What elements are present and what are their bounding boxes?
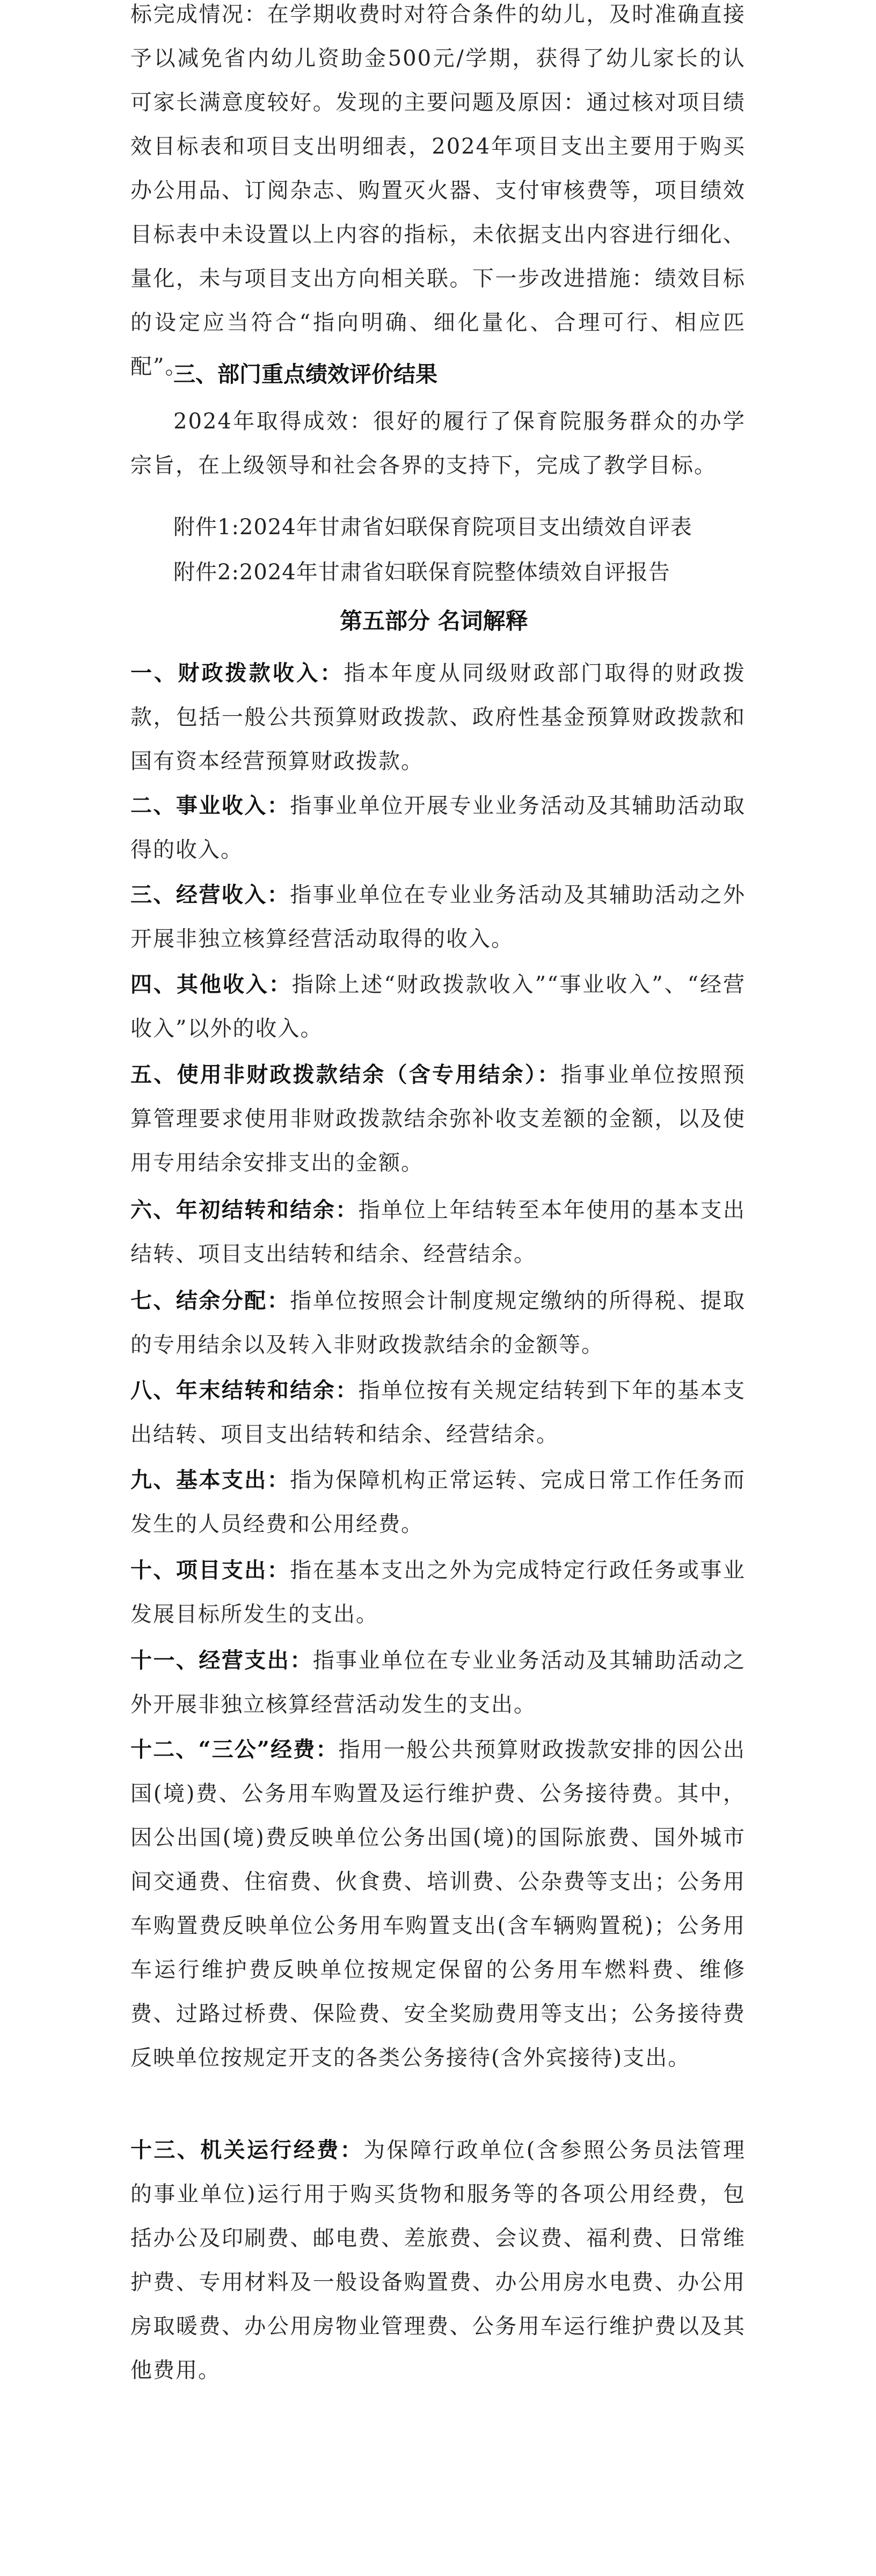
term-4 [130,963,746,1051]
term-desc: 指本年度从同级财政部门取得的财政拨款，包括一般公共预算财政拨款、政府性基金预算财政拨款和国有资本经营预算财政拨款。 [130,661,746,774]
term-label: 四、其他收入： [130,972,292,997]
term-label: 五、使用非财政拨款结余（含专用结余）： [130,1062,561,1087]
intro-paragraph: 标完成情况：在学期收费时对符合条件的幼儿，及时准确直接予以减免省内幼儿资助金500元/学期，获得了幼儿家长的认可家长满意度较好。发现的主要问题及原因：通过核对项目绩效目标表和项目支出明细表，2024年项目支出主要用于购买办公用品、订阅杂志、购置灭火器、支付审核费等，项目绩效目标表中未设置以上内容的指标，未依据支出内容进行细化、量化，未与项目支出方向相关联。下一步改进措施：绩效目标的设定应当符合“指向明确、细化量化、合理可行、相应匹配”。 [130,2,746,379]
term-11 [130,1639,746,1727]
term-desc: 指单位按有关规定结转到下年的基本支出结转、项目支出结转和结余、经营结余。 [130,1378,746,1447]
term-label: 二、事业收入： [130,793,290,818]
term-label: 十二、“三公”经费： [130,1737,339,1762]
term-label: 六、年初结转和结余： [130,1197,359,1222]
section3-paragraph: 2024年取得成效：很好的履行了保育院服务群众的办学宗旨，在上级领导和社会各界的支持下，完成了教学目标。 [130,409,746,478]
section-heading: 三、部门重点绩效评价结果 [173,361,437,387]
term-desc: 指单位按照会计制度规定缴纳的所得税、提取的专用结余以及转入非财政拨款结余的金额等。 [130,1289,746,1357]
term-label: 九、基本支出： [130,1467,290,1493]
term-desc: 指事业单位按照预算管理要求使用非财政拨款结余弥补收支差额的金额，以及使用专用结余安排支出的金额。 [130,1063,746,1175]
term-label: 三、经营收入： [130,882,290,907]
term-8 [130,1369,746,1457]
attachment-1: 附件1:2024年甘肃省妇联保育院项目支出绩效自评表 [173,515,692,540]
section3-paragraph-block [130,399,746,487]
term-label: 十、项目支出： [130,1558,290,1583]
term-5 [130,1053,746,1185]
term-13 [130,2128,746,2392]
term-label: 十三、机关运行经费： [130,2137,363,2163]
term-10 [130,1548,746,1636]
term-desc: 指为保障机构正常运转、完成日常工作任务而发生的人员经费和公用经费。 [130,1468,746,1537]
term-desc: 指用一般公共预算财政拨款安排的因公出国(境)费、公务用车购置及运行维护费、公务接待费。其中，因公出国(境)费反映单位公务出国(境)的国际旅费、国外城市间交通费、住宿费、伙食费、培训费、公杂费等支出；公务用车购置费反映单位公务用车购置支出(含车辆购置税)；公务用车运行维护费反映单位按规定保留的公务用车燃料费、维修费、过路过桥费、保险费、安全奖励费用等支出；公务接待费反映单位按规定开支的各类公务接待(含外宾接待)支出。 [130,1737,746,2070]
term-12 [130,1728,746,2080]
term-desc: 为保障行政单位(含参照公务员法管理的事业单位)运行用于购买货物和服务等的各项公用经费，包括办公及印刷费、邮电费、差旅费、会议费、福利费、日常维护费、专用材料及一般设备购置费、办公用房水电费、办公用房取暖费、办公用房物业管理费、公务用车运行维护费以及其他费用。 [130,2138,746,2383]
term-desc: 指单位上年结转至本年使用的基本支出结转、项目支出结转和结余、经营结余。 [130,1198,746,1267]
term-6 [130,1188,746,1276]
attachment-2: 附件2:2024年甘肃省妇联保育院整体绩效自评报告 [173,560,670,585]
term-label: 一、财政拨款收入： [130,660,344,686]
term-desc: 指事业单位在专业业务活动及其辅助活动之外开展非独立核算经营活动取得的收入。 [130,883,746,951]
term-label: 十一、经营支出： [130,1648,313,1673]
term-1 [130,651,746,783]
term-7 [130,1279,746,1367]
term-desc: 指事业单位开展专业业务活动及其辅助活动取得的收入。 [130,794,746,862]
term-label: 七、结余分配： [130,1288,290,1313]
term-3 [130,873,746,961]
intro-paragraph-block [130,0,746,389]
term-2 [130,784,746,872]
term-label: 八、年末结转和结余： [130,1378,359,1403]
term-desc: 指在基本支出之外为完成特定行政任务或事业发展目标所发生的支出。 [130,1558,746,1627]
part5-title: 第五部分 名词解释 [340,608,528,634]
term-desc: 指事业单位在专业业务活动及其辅助活动之外开展非独立核算经营活动发生的支出。 [130,1648,746,1717]
term-9 [130,1458,746,1546]
term-desc: 指除上述“财政拨款收入”“事业收入”、“经营收入”以外的收入。 [130,972,746,1041]
